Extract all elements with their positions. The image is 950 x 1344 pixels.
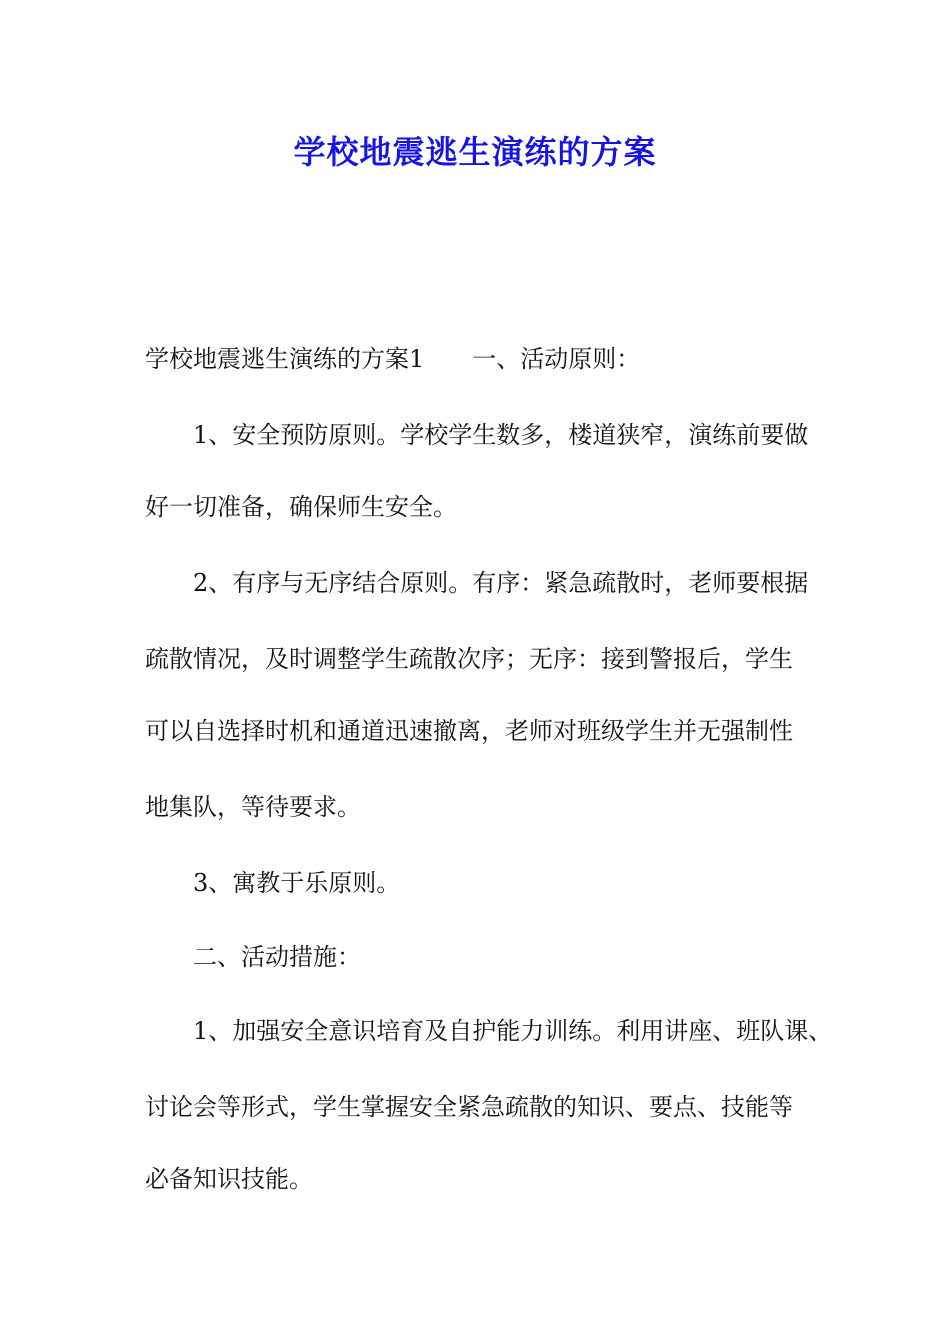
section-heading-measures: 二、活动措施： [193, 943, 361, 971]
paragraph-line: 1、安全预防原则。学校学生数多，楼道狭窄，演练前要做 [193, 421, 809, 449]
paragraph-line: 疏散情况，及时调整学生疏散次序；无序：接到警报后，学生 [145, 645, 793, 673]
paragraph-line: 可以自选择时机和通道迅速撤离，老师对班级学生并无强制性 [145, 717, 793, 745]
paragraph-line: 1、加强安全意识培育及自护能力训练。利用讲座、班队课、 [193, 1017, 833, 1045]
document-title: 学校地震逃生演练的方案 [293, 133, 657, 171]
paragraph-line: 必备知识技能。 [145, 1165, 313, 1193]
paragraph-line: 讨论会等形式，学生掌握安全紧急疏散的知识、要点、技能等 [145, 1093, 793, 1121]
section-heading-principles: 一、活动原则： [472, 345, 641, 373]
paragraph-line: 3、寓教于乐原则。 [193, 869, 401, 897]
paragraph-line: 好一切准备，确保师生安全。 [145, 493, 457, 521]
text-line-section-header [145, 342, 640, 376]
paragraph-line: 地集队，等待要求。 [145, 793, 361, 821]
paragraph-line: 2、有序与无序结合原则。有序：紧急疏散时，老师要根据 [193, 569, 809, 597]
plan-heading: 学校地震逃生演练的方案1 [145, 345, 425, 373]
